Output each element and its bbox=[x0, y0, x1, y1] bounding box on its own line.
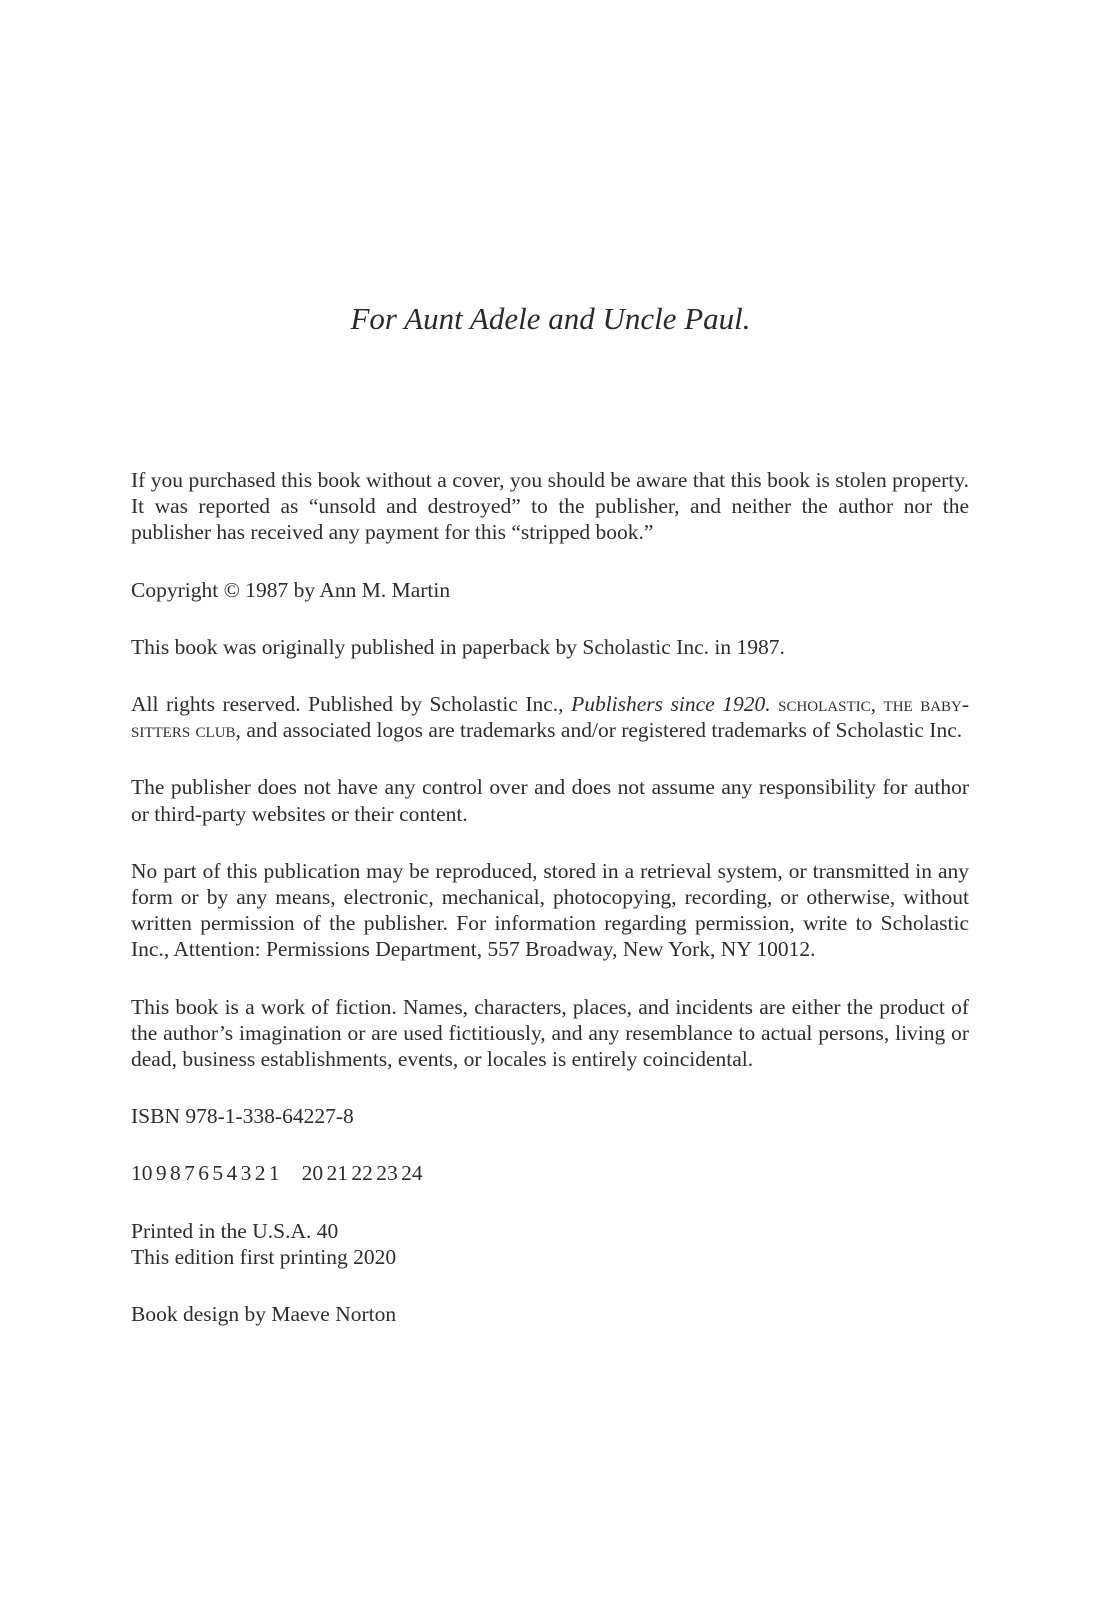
websites-disclaimer: The publisher does not have any control over and does not assume any responsibility for author or third-party websites or their content. bbox=[131, 775, 969, 826]
rights-notice bbox=[131, 691, 969, 743]
copyright-line: Copyright © 1987 by Ann M. Martin bbox=[131, 577, 451, 602]
trademark-scholastic: scholastic, bbox=[778, 692, 877, 717]
publisher-tagline: Publishers since 1920. bbox=[571, 692, 771, 717]
original-publication-line: This book was originally published in paperback by Scholastic Inc. in 1987. bbox=[131, 634, 785, 659]
fiction-disclaimer: This book is a work of fiction. Names, characters, places, and incidents are either the product of the author’s imagination or are used fictitiously, and any resemblance to actual persons, living or dead, business establishments, events, or locales is entirely coincidental. bbox=[131, 994, 969, 1072]
trademark-baby-sitters-club: the baby-sitters club, bbox=[131, 692, 970, 743]
rights-tail: and associated logos are trademarks and/or registered trademarks of Scholastic Inc. bbox=[240, 718, 963, 743]
edition-note: This edition first printing 2020 bbox=[131, 1244, 397, 1269]
printing-numbers: 10 9 8 7 6 5 4 3 2 1 bbox=[131, 1161, 280, 1186]
dedication: For Aunt Adele and Uncle Paul. bbox=[350, 301, 751, 336]
copyright-block bbox=[131, 467, 969, 1327]
printing-years: 20 21 22 23 24 bbox=[301, 1161, 423, 1186]
design-credit: Book design by Maeve Norton bbox=[131, 1302, 397, 1327]
printed-in-line: Printed in the U.S.A. 40 bbox=[131, 1218, 339, 1243]
isbn: ISBN 978-1-338-64227-8 bbox=[131, 1104, 354, 1129]
stripped-book-notice: If you purchased this book without a cover, you should be aware that this book is stolen property. It was reported as “unsold and destroyed” to the publisher, and neither the author nor the publisher has received any payment for this “stripped book.” bbox=[131, 468, 969, 545]
reproduction-notice: No part of this publication may be reproduced, stored in a retrieval system, or transmitted in any form or by any means, electronic, mechanical, photocopying, recording, or otherwise, without written permission of the publisher. For information regarding permission, write to Scholastic Inc., Attention: Permissions Department, 557 Broadway, New York, NY 10012. bbox=[131, 858, 969, 962]
printing-number-line bbox=[131, 1160, 969, 1186]
rights-lead: All rights reserved. Published by Scholastic Inc., bbox=[131, 692, 572, 717]
